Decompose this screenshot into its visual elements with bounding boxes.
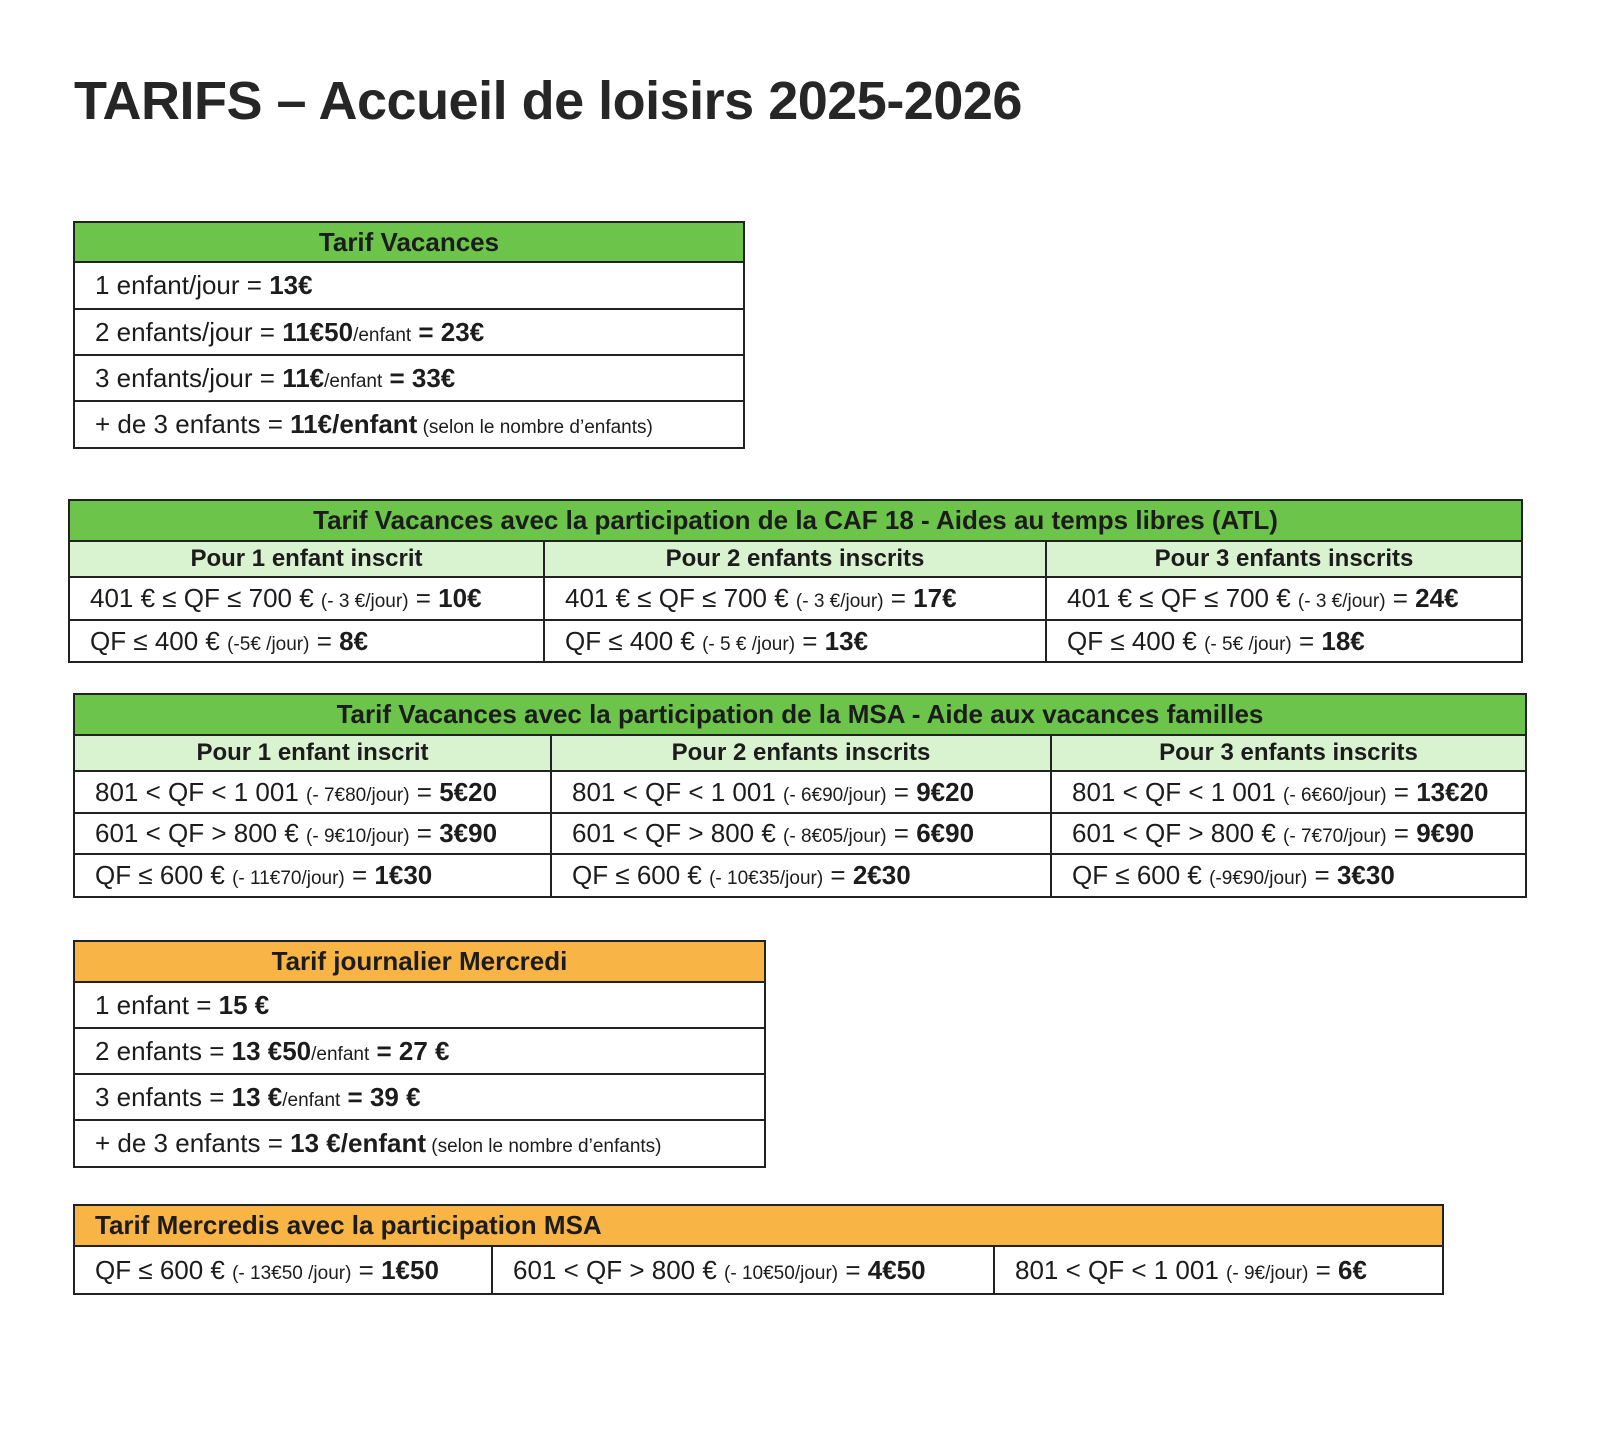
cell-price: 18€ [1321,625,1365,656]
cell-eq: = [309,625,340,656]
table-cell [74,771,551,813]
cell-price: 17€ [913,583,957,613]
cell-price: 4€50 [867,1254,926,1285]
table-cell [1051,813,1526,854]
row-text: + de 3 enfants = [95,409,291,439]
cell-reduction: (- 13€50 /jour) [232,1262,352,1284]
row-text: 2 enfants = [95,1035,232,1066]
row-price: 15 € [218,989,270,1020]
cell-text: 801 < QF < 1 001 [95,776,307,807]
row-price: 13€ [269,270,313,300]
row-price: 11€/enfant [290,409,418,439]
cell-text: QF ≤ 600 € [95,1254,233,1285]
table-row [74,982,765,1028]
cell-price: 1€30 [374,860,433,890]
cell-reduction: (-9€90/jour) [1209,868,1308,889]
table-row [74,1120,765,1167]
column-header: Pour 2 enfants inscrits [551,735,1051,771]
tarif-vacances-table [73,221,745,449]
table-row [74,309,744,355]
column-header: Pour 3 enfants inscrits [1046,541,1522,577]
table-cell [544,577,1046,620]
cell-price: 8€ [339,625,369,656]
table-cell [551,771,1051,813]
row-unit: /enfant [282,1089,341,1111]
row-total: = 39 € [340,1081,421,1112]
cell-price: 9€20 [916,776,975,807]
table-cell [69,577,544,620]
table-cell [74,1246,492,1294]
cell-reduction: (- 7€70/jour) [1283,826,1387,847]
column-header: Pour 3 enfants inscrits [1051,735,1526,771]
cell-reduction: (- 9€10/jour) [306,826,410,847]
cell-text: 401 € ≤ QF ≤ 700 € [565,583,796,613]
table-header: Tarif Mercredis avec la participation MSA [74,1205,1443,1246]
cell-eq: = [409,818,440,848]
cell-eq: = [886,818,917,848]
cell-reduction: (- 5€ /jour) [1204,633,1292,655]
row-price: 11€ [282,362,325,393]
row-text: + de 3 enfants = [95,1128,291,1158]
cell-text: 801 < QF < 1 001 [572,776,784,807]
cell-eq: = [883,583,914,613]
cell-eq: = [1307,860,1337,890]
column-header: Pour 2 enfants inscrits [544,541,1046,577]
cell-price: 3€30 [1336,860,1395,890]
cell-reduction: (- 10€35/jour) [709,868,824,889]
row-text: 1 enfant/jour = [95,270,270,300]
tarif-caf-table [68,499,1523,663]
cell-price: 6€ [1338,1254,1367,1285]
cell-price: 3€90 [439,818,498,848]
row-total: = 33€ [382,362,456,393]
cell-text: QF ≤ 400 € [90,625,228,656]
table-cell [544,620,1046,662]
cell-text: 601 < QF > 800 € [572,818,784,848]
column-header: Pour 1 enfant inscrit [74,735,551,771]
table-row [74,1074,765,1120]
cell-reduction: (- 11€70/jour) [232,868,345,889]
row-price: 11€50 [282,316,354,347]
row-text: 3 enfants = [95,1081,232,1112]
cell-reduction: (- 6€60/jour) [1283,784,1387,806]
tarif-msa-table [73,693,1527,898]
table-cell [74,813,551,854]
row-unit: /enfant [324,370,383,392]
cell-eq: = [351,1254,382,1285]
table-header: Tarif Vacances avec la participation de la CAF 18 - Aides au temps libres (ATL) [69,500,1522,541]
cell-eq: = [1386,776,1417,807]
cell-text: 601 < QF > 800 € [95,818,307,848]
cell-reduction: (- 8€05/jour) [783,826,887,847]
cell-price: 1€50 [381,1254,439,1285]
row-text: 3 enfants/jour = [95,362,283,393]
cell-text: QF ≤ 600 € [95,860,233,890]
cell-price: 6€90 [916,818,975,848]
cell-price: 2€30 [852,860,911,890]
cell-price: 10€ [438,583,482,613]
row-price: 13 €50 [231,1035,312,1066]
table-cell [69,620,544,662]
cell-text: QF ≤ 400 € [1067,625,1205,656]
table-header: Tarif Vacances [74,222,744,262]
cell-eq: = [1385,583,1416,613]
cell-reduction: (- 5 € /jour) [702,633,796,655]
table-cell [74,854,551,897]
cell-text: 801 < QF < 1 001 [1072,776,1284,807]
cell-eq: = [823,860,853,890]
cell-reduction: (- 3 €/jour) [1297,591,1386,612]
cell-reduction: (- 6€90/jour) [783,784,887,806]
table-cell [492,1246,994,1294]
cell-eq: = [409,776,440,807]
cell-eq: = [838,1254,868,1285]
cell-reduction: (- 3 €/jour) [795,591,884,612]
cell-eq: = [408,583,439,613]
cell-text: QF ≤ 600 € [1072,860,1210,890]
cell-text: 601 < QF > 800 € [513,1254,725,1285]
cell-price: 13€ [824,625,869,656]
row-total: = 27 € [369,1035,450,1066]
table-cell [1046,577,1522,620]
cell-text: QF ≤ 400 € [565,625,703,656]
table-cell [994,1246,1443,1294]
cell-eq: = [795,625,825,656]
cell-price: 13€20 [1416,776,1489,807]
cell-eq: = [344,860,375,890]
row-note: (selon le nombre d’enfants) [417,417,653,438]
cell-price: 24€ [1415,583,1459,613]
row-price: 13 € [231,1081,283,1112]
cell-text: 401 € ≤ QF ≤ 700 € [1067,583,1298,613]
cell-reduction: (- 10€50/jour) [724,1262,839,1284]
cell-text: QF ≤ 600 € [572,860,710,890]
table-header: Tarif Vacances avec la participation de la MSA - Aide aux vacances familles [74,694,1526,735]
cell-eq: = [886,776,917,807]
row-unit: /enfant [353,324,412,346]
cell-text: 601 < QF > 800 € [1072,818,1284,848]
table-cell [1051,771,1526,813]
cell-eq: = [1308,1254,1339,1285]
row-note: (selon le nombre d’enfants) [425,1136,662,1157]
table-row [74,401,744,448]
table-cell [1046,620,1522,662]
cell-reduction: (- 3 €/jour) [320,591,409,612]
cell-eq: = [1291,625,1322,656]
cell-eq: = [1386,818,1417,848]
row-unit: /enfant [311,1043,370,1065]
page-title: TARIFS – Accueil de loisirs 2025-2026 [74,71,1022,131]
table-row [74,1028,765,1074]
cell-text: 801 < QF < 1 001 [1015,1254,1227,1285]
column-header: Pour 1 enfant inscrit [69,541,544,577]
table-cell [1051,854,1526,897]
table-cell [551,813,1051,854]
tarif-mercredis-msa-table [73,1204,1444,1295]
table-row [74,262,744,309]
row-text: 1 enfant = [95,989,219,1020]
cell-price: 9€90 [1416,818,1475,848]
table-cell [551,854,1051,897]
table-header: Tarif journalier Mercredi [74,941,765,982]
cell-reduction: (- 7€80/jour) [306,784,410,806]
row-price: 13 €/enfant [290,1128,426,1158]
table-row [74,355,744,401]
cell-reduction: (-5€ /jour) [227,633,310,655]
cell-text: 401 € ≤ QF ≤ 700 € [90,583,321,613]
cell-price: 5€20 [439,776,498,807]
tarif-mercredi-table [73,940,766,1168]
cell-reduction: (- 9€/jour) [1226,1262,1309,1284]
row-total: = 23€ [411,316,485,347]
row-text: 2 enfants/jour = [95,316,283,347]
